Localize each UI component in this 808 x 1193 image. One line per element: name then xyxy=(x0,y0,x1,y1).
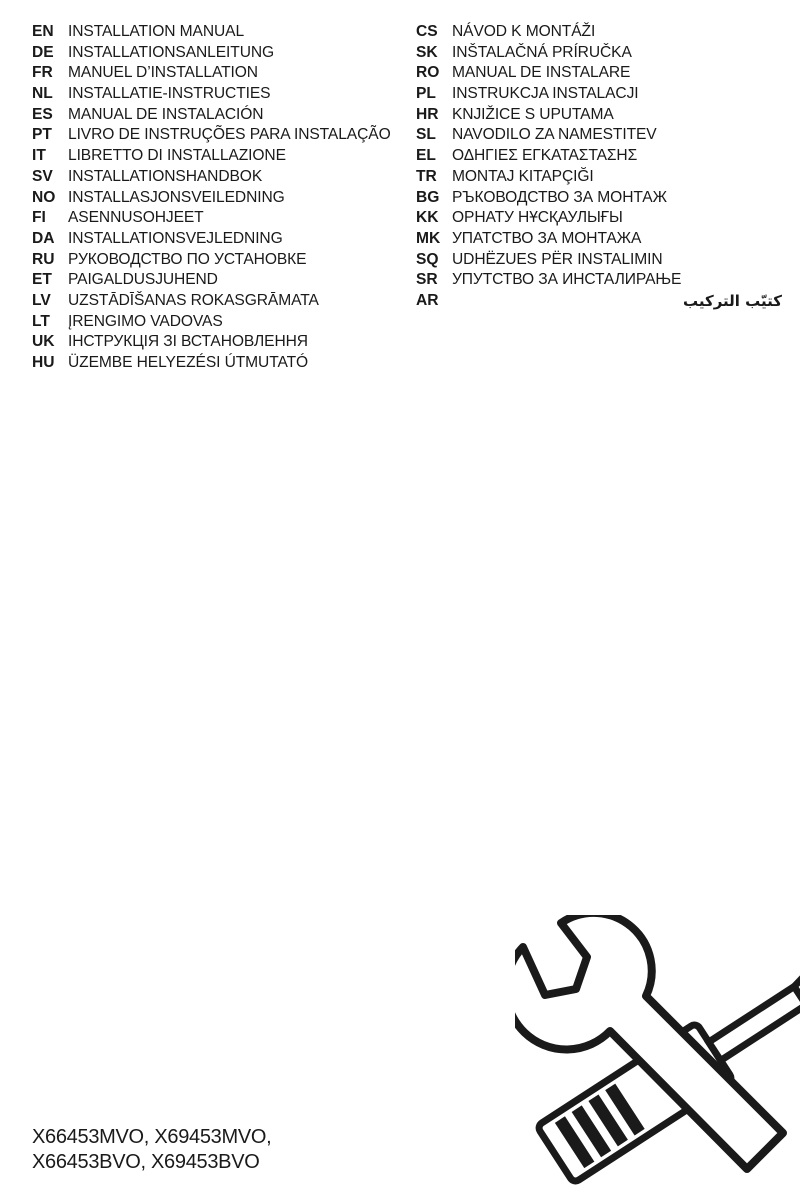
manual-title: PAIGALDUSJUHEND xyxy=(68,271,218,289)
language-code: CS xyxy=(416,23,438,40)
language-code: SR xyxy=(416,271,438,289)
language-code: SL xyxy=(416,126,436,144)
language-code: UK xyxy=(32,333,55,351)
manual-title: INSTALLATION MANUAL xyxy=(68,23,245,40)
language-row-hr xyxy=(416,105,782,126)
language-code: DE xyxy=(32,43,54,61)
language-code: KK xyxy=(416,209,439,227)
language-code: FI xyxy=(32,209,46,227)
language-code: TR xyxy=(416,167,437,185)
language-code: NL xyxy=(32,85,53,103)
language-row-ar xyxy=(416,291,782,312)
language-row-sr xyxy=(416,270,782,291)
manual-title: MANUAL DE INSTALACIÓN xyxy=(68,105,264,123)
model-line-2: X66453BVO, X69453BVO xyxy=(32,1151,260,1173)
language-code: BG xyxy=(416,188,440,206)
language-row-bg xyxy=(416,188,782,209)
manual-title: ASENNUSOHJEET xyxy=(68,209,204,227)
manual-title: РУКОВОДСТВО ПО УСТАНОВКЕ xyxy=(68,250,307,268)
language-row-pl xyxy=(416,84,782,105)
manual-title: INŠTALAČNÁ PRÍRUČKA xyxy=(452,43,632,61)
wrench-screwdriver-icon xyxy=(515,915,800,1185)
language-row-it xyxy=(32,146,391,167)
language-row-el xyxy=(416,146,782,167)
language-row-kk xyxy=(416,208,782,229)
language-code: HR xyxy=(416,105,439,123)
manual-title: KNJIŽICE S UPUTAMA xyxy=(452,105,614,123)
language-code: ET xyxy=(32,271,52,289)
language-row-uk xyxy=(32,332,391,353)
manual-title: NAVODILO ZA NAMESTITEV xyxy=(452,126,657,144)
language-code: SQ xyxy=(416,250,439,268)
language-row-de xyxy=(32,43,391,64)
manual-title: ΟΔΗΓΙΕΣ ΕΓΚΑΤΑΣΤΑΣΗΣ xyxy=(452,147,638,165)
language-code: PT xyxy=(32,126,52,144)
language-row-hu xyxy=(32,353,391,374)
manual-title: كتيّب التركيب xyxy=(682,291,782,310)
language-row-no xyxy=(32,188,391,209)
manual-title: INSTRUKCJA INSTALACJI xyxy=(452,85,639,103)
language-row-mk xyxy=(416,229,782,250)
language-code: PL xyxy=(416,85,436,103)
manual-title: UZSTĀDĪŠANAS ROKASGRĀMATA xyxy=(68,291,319,309)
language-code: SK xyxy=(416,43,438,61)
language-code: EL xyxy=(416,147,436,165)
language-row-tr xyxy=(416,167,782,188)
manual-title: INSTALLATIONSHANDBOK xyxy=(68,167,263,185)
manual-title: MONTAJ KITAPÇIĞI xyxy=(452,167,594,185)
language-code: DA xyxy=(32,229,55,247)
language-row-lt xyxy=(32,312,391,333)
language-code: MK xyxy=(416,229,441,247)
manual-title: LIBRETTO DI INSTALLAZIONE xyxy=(68,147,286,165)
language-row-cs xyxy=(416,22,782,43)
language-code: SV xyxy=(32,167,53,185)
language-row-da xyxy=(32,229,391,250)
language-row-sk xyxy=(416,43,782,64)
language-row-pt xyxy=(32,125,391,146)
manual-title: INSTALLATIONSVEJLEDNING xyxy=(68,229,283,247)
language-row-sq xyxy=(416,250,782,271)
language-row-nl xyxy=(32,84,391,105)
language-code: RO xyxy=(416,64,440,82)
language-code: IT xyxy=(32,147,46,165)
language-code: LT xyxy=(32,312,50,330)
language-row-fr xyxy=(32,63,391,84)
model-numbers xyxy=(32,1125,271,1175)
language-code: EN xyxy=(32,23,54,40)
language-row-ru xyxy=(32,250,391,271)
manual-title: ІНСТРУКЦІЯ ЗІ ВСТАНОВЛЕННЯ xyxy=(68,333,308,351)
manual-title: INSTALLASJONSVEILEDNING xyxy=(68,188,285,206)
language-code: AR xyxy=(416,291,439,309)
manual-title: MANUEL D’INSTALLATION xyxy=(68,64,258,82)
language-row-es xyxy=(32,105,391,126)
language-code: LV xyxy=(32,291,51,309)
language-row-sv xyxy=(32,167,391,188)
language-row-sl xyxy=(416,125,782,146)
manual-title: УПАТСТВО ЗА МОНТАЖА xyxy=(452,229,642,247)
language-code: FR xyxy=(32,64,53,82)
language-row-et xyxy=(32,270,391,291)
manual-title: LIVRO DE INSTRUÇÕES PARA INSTALAÇÃO xyxy=(68,126,391,144)
language-code: ES xyxy=(32,105,53,123)
manual-title: UDHËZUES PËR INSTALIMIN xyxy=(452,250,663,268)
model-line-1: X66453MVO, X69453MVO, xyxy=(32,1126,272,1148)
manual-title: INSTALLATIE-INSTRUCTIES xyxy=(68,85,271,103)
language-row-ro xyxy=(416,63,782,84)
manual-title: ÜZEMBE HELYEZÉSI ÚTMUTATÓ xyxy=(68,354,309,371)
manual-title: ОРНАТУ НҰСҚАУЛЫҒЫ xyxy=(452,209,623,227)
manual-title: INSTALLATIONSANLEITUNG xyxy=(68,43,275,61)
manual-title: ĮRENGIMO VADOVAS xyxy=(68,312,223,330)
manual-title: NÁVOD K MONTÁŽI xyxy=(452,23,596,40)
language-row-lv xyxy=(32,291,391,312)
language-list-right xyxy=(416,22,782,312)
language-code: HU xyxy=(32,354,55,371)
manual-title: УПУТСТВО ЗА ИНСТАЛИРАЊЕ xyxy=(452,271,682,289)
language-list-left xyxy=(32,22,391,374)
manual-title: РЪКОВОДСТВО ЗА МОНТАЖ xyxy=(452,188,667,206)
manual-title: MANUAL DE INSTALARE xyxy=(452,64,631,82)
language-code: NO xyxy=(32,188,56,206)
language-code: RU xyxy=(32,250,55,268)
language-row-fi xyxy=(32,208,391,229)
language-row-en xyxy=(32,22,391,43)
